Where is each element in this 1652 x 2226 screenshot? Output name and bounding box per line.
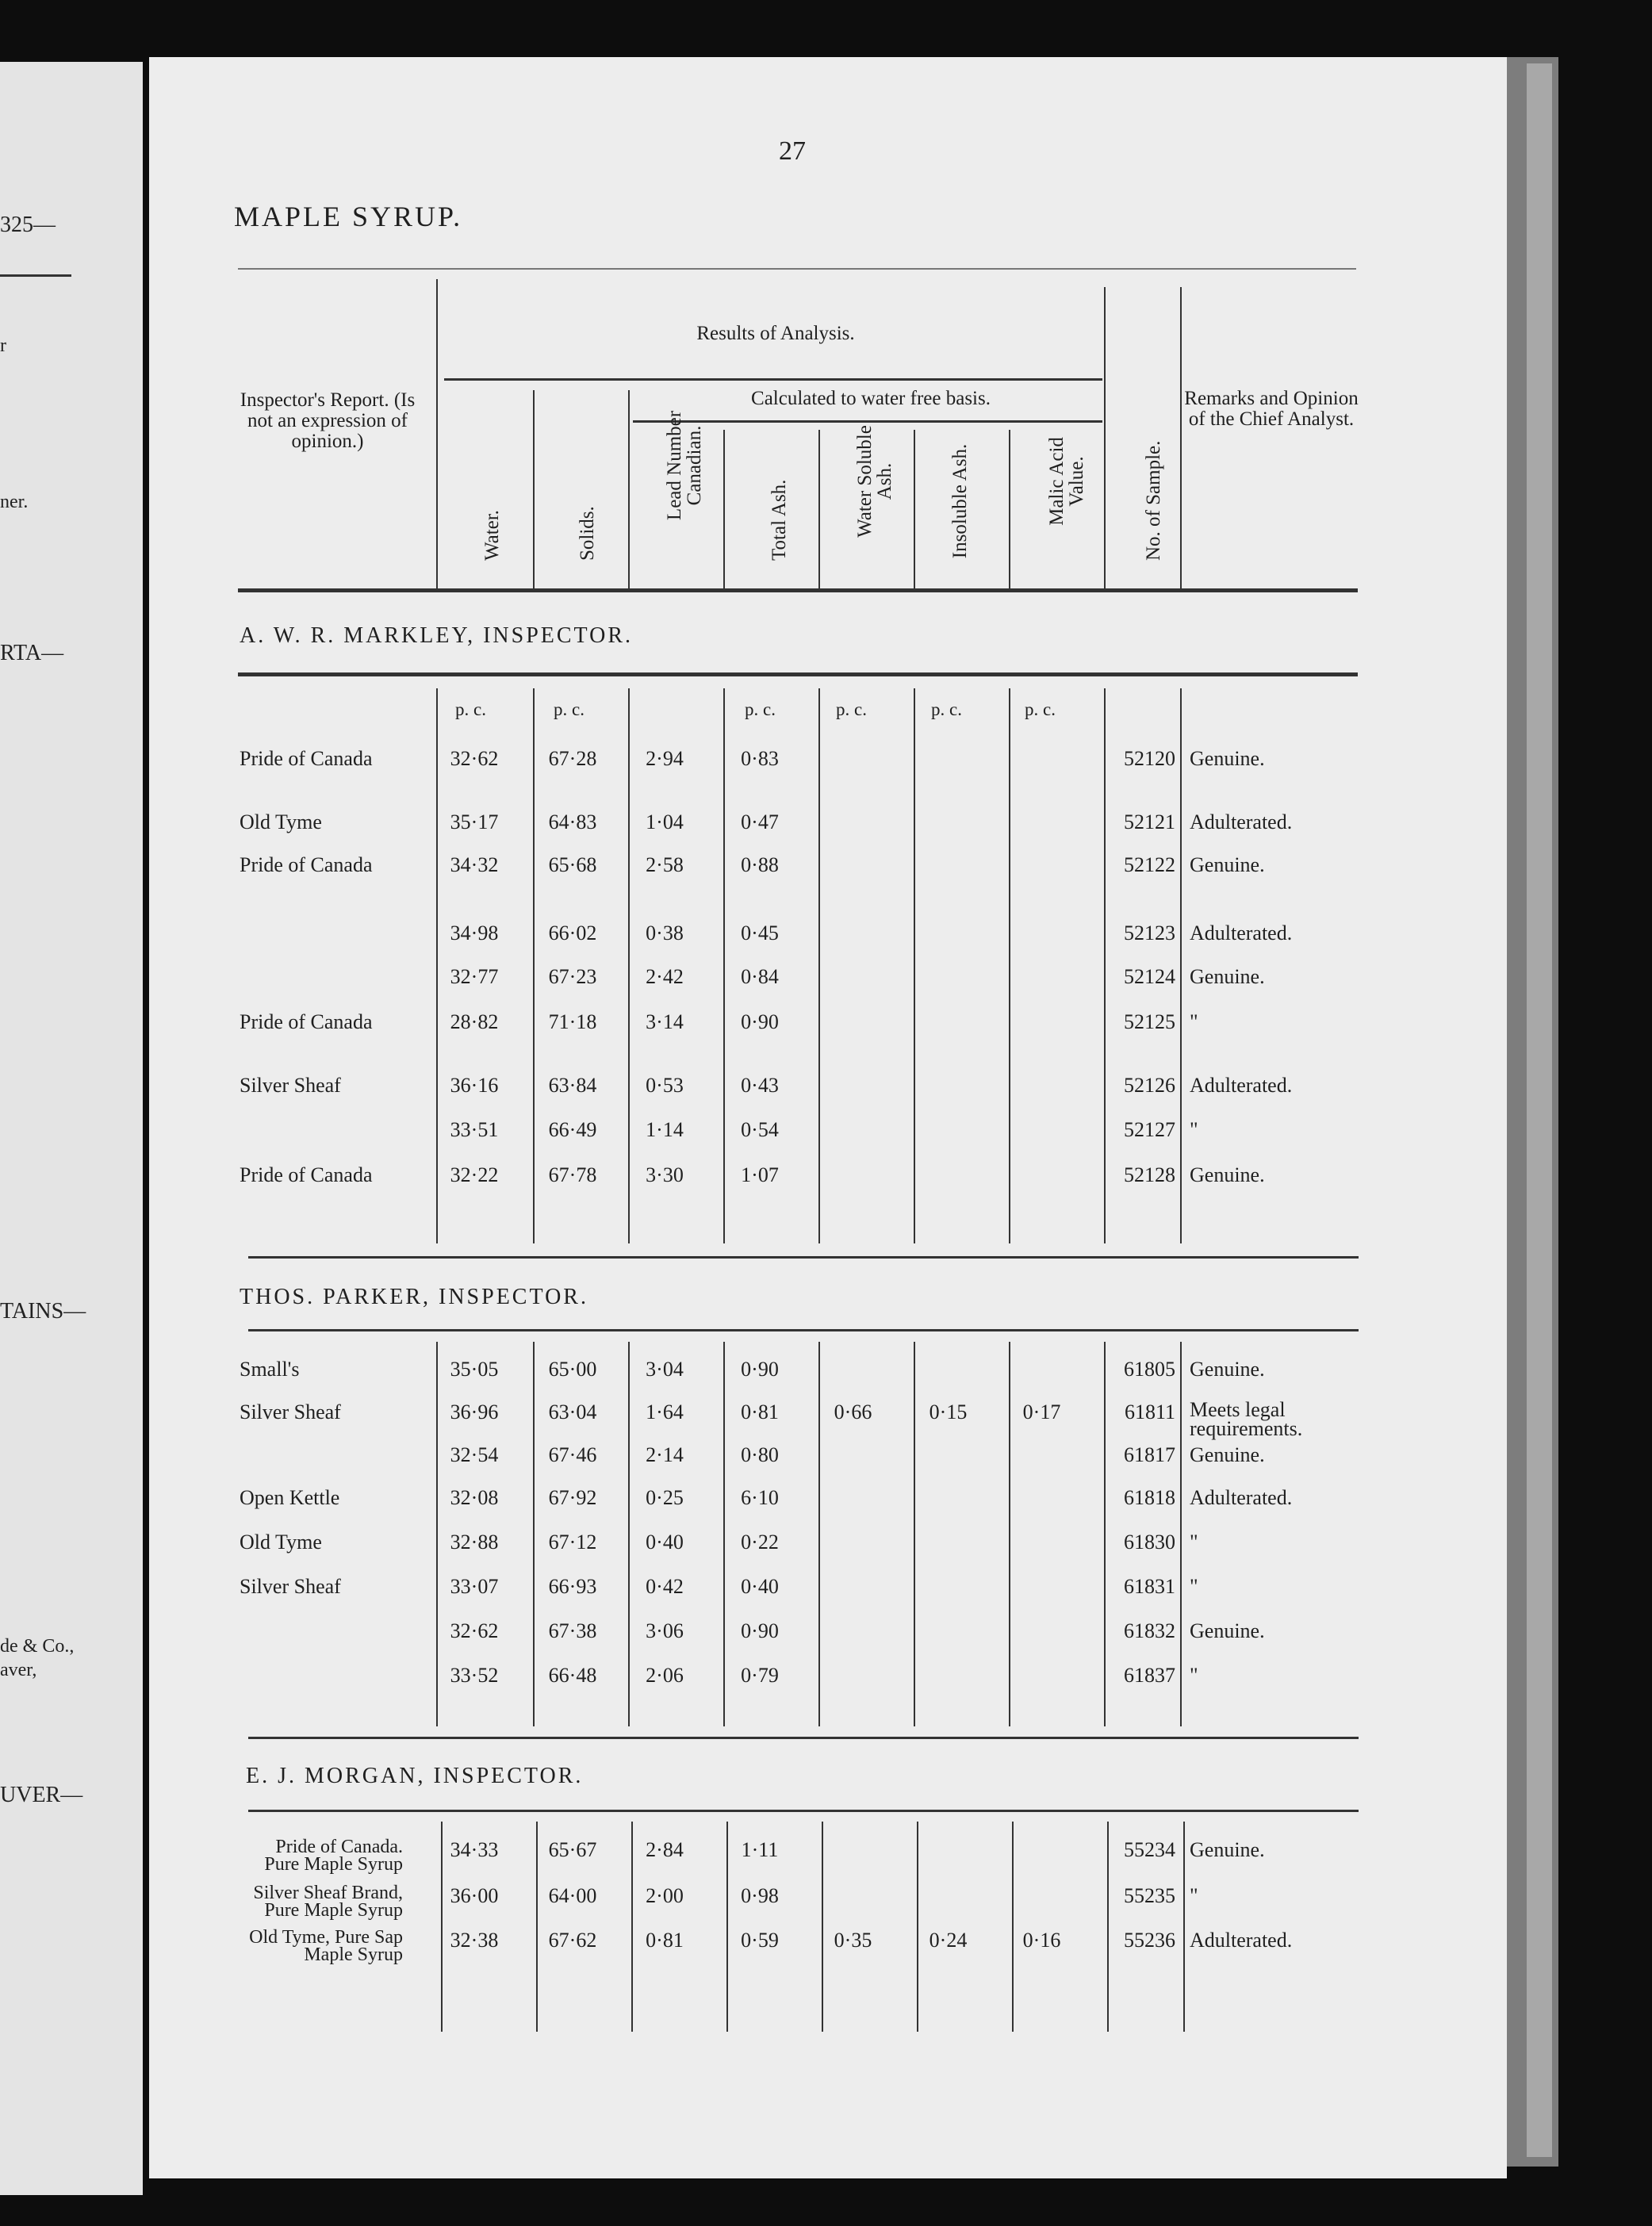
cell-remark: Genuine. <box>1190 853 1265 876</box>
section-rule <box>248 1329 1359 1331</box>
cell-sample-number: 61830 <box>1124 1531 1175 1554</box>
cell-sample-number: 55235 <box>1124 1884 1175 1907</box>
table-row <box>149 1163 1507 1195</box>
row-name: Open Kettle <box>240 1486 340 1509</box>
cell-lead: 0·81 <box>646 1929 684 1952</box>
cell-total-ash: 0·90 <box>741 1358 779 1381</box>
cell-remark: Adulterated. <box>1190 810 1293 833</box>
cell-sample-number: 52125 <box>1124 1010 1175 1033</box>
unit-label: p. c. <box>745 699 776 719</box>
cell-lead: 2·00 <box>646 1884 684 1907</box>
cell-sample-number: 61832 <box>1124 1619 1175 1642</box>
cell-solids: 65·68 <box>548 853 597 876</box>
table-row <box>149 1074 1507 1105</box>
results-header: Results of Analysis. <box>696 323 855 344</box>
cell-solids: 66·93 <box>548 1575 597 1598</box>
cell-lead: 1·64 <box>646 1400 684 1423</box>
cell-remark: Adulterated. <box>1190 1074 1293 1097</box>
cell-remark: Genuine. <box>1190 1163 1265 1186</box>
table-row <box>149 1927 1507 1965</box>
cell-total-ash: 0·83 <box>741 747 779 770</box>
cell-sample-number: 61818 <box>1124 1486 1175 1509</box>
left-fragment: UVER— <box>0 1783 83 1807</box>
cell-water: 32·54 <box>450 1443 499 1466</box>
cell-solids: 71·18 <box>548 1010 597 1033</box>
cell-sample-number: 52123 <box>1124 921 1175 944</box>
cell-sample-number: 61811 <box>1124 1400 1175 1423</box>
table-row <box>149 1837 1507 1875</box>
cell-water: 32·88 <box>450 1531 499 1554</box>
row-name: Silver Sheaf <box>240 1575 341 1598</box>
section-inspector: THOS. PARKER, INSPECTOR. <box>240 1285 588 1309</box>
cell-total-ash: 0·80 <box>741 1443 779 1466</box>
table-row <box>149 1531 1507 1562</box>
cell-water: 33·07 <box>450 1575 499 1598</box>
document-page <box>149 57 1507 2178</box>
cell-solids: 67·92 <box>548 1486 597 1509</box>
cell-lead: 3·14 <box>646 1010 684 1033</box>
total-ash-header: Total Ash. <box>769 479 790 561</box>
cell-total-ash: 0·40 <box>741 1575 779 1598</box>
cell-solids: 66·49 <box>548 1118 597 1141</box>
cell-remark: Adulterated. <box>1190 921 1293 944</box>
table-row <box>149 1486 1507 1518</box>
cell-remark: Genuine. <box>1190 1358 1265 1381</box>
table-row <box>149 1883 1507 1921</box>
cell-water: 32·38 <box>450 1929 499 1952</box>
cell-total-ash: 0·79 <box>741 1664 779 1687</box>
cell-water: 35·05 <box>450 1358 499 1381</box>
section-rule <box>248 1810 1359 1812</box>
cell-total-ash: 6·10 <box>741 1486 779 1509</box>
cell-lead: 2·06 <box>646 1664 684 1687</box>
cell-solids: 64·83 <box>548 810 597 833</box>
cell-remark: " <box>1190 1010 1198 1033</box>
cell-total-ash: 0·88 <box>741 853 779 876</box>
cell-sample-number: 61805 <box>1124 1358 1175 1381</box>
row-name: Pride of Canada <box>240 853 373 876</box>
cell-remark: Genuine. <box>1190 747 1265 770</box>
table-row <box>149 853 1507 885</box>
row-name: Silver Sheaf Brand, Pure Maple Syrup <box>253 1883 403 1921</box>
cell-sample-number: 55236 <box>1124 1929 1175 1952</box>
remarks-header: Remarks and Opinion of the Chief Analyst. <box>1184 388 1359 430</box>
cell-lead: 3·30 <box>646 1163 684 1186</box>
sample-number-header: No. of Sample. <box>1143 440 1164 561</box>
cell-water: 34·98 <box>450 921 499 944</box>
cell-water: 36·16 <box>450 1074 499 1097</box>
cell-lead: 2·94 <box>646 747 684 770</box>
table-row <box>149 747 1507 779</box>
cell-total-ash: 0·43 <box>741 1074 779 1097</box>
cell-solids: 67·38 <box>548 1619 597 1642</box>
cell-water: 34·32 <box>450 853 499 876</box>
unit-label: p. c. <box>836 699 867 719</box>
col-divider <box>723 430 725 588</box>
cell-remark: Meets legal requirements. <box>1190 1398 1303 1440</box>
cell-sample-number: 61831 <box>1124 1575 1175 1598</box>
col-divider <box>533 390 535 588</box>
table-row <box>149 1619 1507 1651</box>
table-row <box>149 1443 1507 1475</box>
cell-water: 32·62 <box>450 747 499 770</box>
cell-water: 28·82 <box>450 1010 499 1033</box>
cell-lead: 3·04 <box>646 1358 684 1381</box>
section-rule <box>248 1737 1359 1739</box>
table-row <box>149 1664 1507 1695</box>
cell-solids: 67·62 <box>548 1929 597 1952</box>
cell-solids: 67·46 <box>548 1443 597 1466</box>
water-header: Water. <box>481 510 503 561</box>
cell-lead: 0·40 <box>646 1531 684 1554</box>
cell-total-ash: 1·07 <box>741 1163 779 1186</box>
calculated-header: Calculated to water free basis. <box>751 388 991 409</box>
cell-total-ash: 0·98 <box>741 1884 779 1907</box>
results-rule <box>444 378 1102 381</box>
section-rule <box>248 1256 1359 1259</box>
cell-sample-number: 61837 <box>1124 1664 1175 1687</box>
cell-solids: 67·28 <box>548 747 597 770</box>
left-page <box>0 62 143 2195</box>
cell-total-ash: 0·84 <box>741 965 779 988</box>
row-name: Small's <box>240 1358 300 1381</box>
cell-total-ash: 0·59 <box>741 1929 779 1952</box>
cell-lead: 2·84 <box>646 1838 684 1861</box>
col-divider <box>1009 430 1010 588</box>
row-name: Pride of Canada. Pure Maple Syrup <box>264 1837 403 1875</box>
cell-insoluble-ash: 0·15 <box>929 1400 968 1423</box>
water-soluble-ash-header: Water Soluble Ash. <box>854 425 895 538</box>
col-divider <box>436 279 438 588</box>
cell-sample-number: 52126 <box>1124 1074 1175 1097</box>
cell-lead: 2·42 <box>646 965 684 988</box>
page-number: 27 <box>779 136 806 166</box>
cell-sample-number: 55234 <box>1124 1838 1175 1861</box>
cell-remark: Adulterated. <box>1190 1929 1293 1952</box>
unit-label: p. c. <box>931 699 962 719</box>
cell-solids: 65·67 <box>548 1838 597 1861</box>
cell-remark: Genuine. <box>1190 965 1265 988</box>
cell-sample-number: 52122 <box>1124 853 1175 876</box>
left-rule <box>0 274 71 277</box>
cell-water-soluble-ash: 0·66 <box>834 1400 872 1423</box>
cell-sample-number: 52128 <box>1124 1163 1175 1186</box>
left-fragment: RTA— <box>0 641 64 665</box>
row-name: Old Tyme, Pure Sap Maple Syrup <box>249 1927 403 1965</box>
cell-total-ash: 0·22 <box>741 1531 779 1554</box>
left-fragment: de & Co., <box>0 1636 75 1657</box>
malic-acid-header: Malic Acid Value. <box>1046 437 1087 526</box>
row-name: Silver Sheaf <box>240 1400 341 1423</box>
section-inspector: A. W. R. MARKLEY, INSPECTOR. <box>240 623 634 648</box>
cell-lead: 0·25 <box>646 1486 684 1509</box>
cell-remark: " <box>1190 1884 1198 1907</box>
cell-lead: 0·53 <box>646 1074 684 1097</box>
cell-water: 32·62 <box>450 1619 499 1642</box>
col-divider <box>1180 287 1182 588</box>
row-name: Silver Sheaf <box>240 1074 341 1097</box>
cell-sample-number: 61817 <box>1124 1443 1175 1466</box>
cell-solids: 67·78 <box>548 1163 597 1186</box>
cell-solids: 66·02 <box>548 921 597 944</box>
cell-malic-acid: 0·16 <box>1022 1929 1061 1952</box>
cell-lead: 1·04 <box>646 810 684 833</box>
page-title: MAPLE SYRUP. <box>234 201 463 232</box>
cell-solids: 65·00 <box>548 1358 597 1381</box>
cell-total-ash: 0·81 <box>741 1400 779 1423</box>
cell-remark: " <box>1190 1664 1198 1687</box>
cell-solids: 64·00 <box>548 1884 597 1907</box>
col-divider <box>914 430 915 588</box>
cell-water: 36·96 <box>450 1400 499 1423</box>
left-fragment: 325— <box>0 213 56 237</box>
cell-sample-number: 52121 <box>1124 810 1175 833</box>
cell-insoluble-ash: 0·24 <box>929 1929 968 1952</box>
cell-lead: 0·38 <box>646 921 684 944</box>
row-name: Pride of Canada <box>240 1163 373 1186</box>
col-divider <box>628 390 630 588</box>
unit-label: p. c. <box>1025 699 1056 719</box>
row-name: Old Tyme <box>240 1531 322 1554</box>
cell-sample-number: 52127 <box>1124 1118 1175 1141</box>
solids-header: Solids. <box>577 506 598 561</box>
row-name: Pride of Canada <box>240 747 373 770</box>
row-name: Pride of Canada <box>240 1010 373 1033</box>
header-bottom-rule <box>238 588 1358 592</box>
left-fragment: aver, <box>0 1660 37 1680</box>
left-fragment: r <box>0 335 6 356</box>
cell-water: 32·08 <box>450 1486 499 1509</box>
cell-solids: 63·04 <box>548 1400 597 1423</box>
header-top-rule <box>238 268 1356 270</box>
cell-water: 32·22 <box>450 1163 499 1186</box>
cell-remark: " <box>1190 1575 1198 1598</box>
section-rule <box>238 672 1358 676</box>
cell-solids: 67·23 <box>548 965 597 988</box>
left-fragment: ner. <box>0 492 29 512</box>
cell-sample-number: 52120 <box>1124 747 1175 770</box>
cell-total-ash: 0·47 <box>741 810 779 833</box>
cell-lead: 2·58 <box>646 853 684 876</box>
cell-lead: 2·14 <box>646 1443 684 1466</box>
table-row <box>149 1118 1507 1150</box>
cell-total-ash: 1·11 <box>741 1838 779 1861</box>
unit-label: p. c. <box>455 699 486 719</box>
cell-sample-number: 52124 <box>1124 965 1175 988</box>
cell-remark: " <box>1190 1118 1198 1141</box>
table-row <box>149 921 1507 953</box>
cell-water: 34·33 <box>450 1838 499 1861</box>
cell-malic-acid: 0·17 <box>1022 1400 1061 1423</box>
cell-water: 32·77 <box>450 965 499 988</box>
left-fragment: TAINS— <box>0 1299 86 1324</box>
col-divider <box>818 430 820 588</box>
cell-total-ash: 0·90 <box>741 1010 779 1033</box>
cell-water: 33·52 <box>450 1664 499 1687</box>
cell-lead: 3·06 <box>646 1619 684 1642</box>
table-row <box>149 1575 1507 1607</box>
cell-remark: Genuine. <box>1190 1838 1265 1861</box>
page-edge <box>1527 63 1552 2157</box>
cell-water-soluble-ash: 0·35 <box>834 1929 872 1952</box>
inspector-report-header: Inspector's Report. (Is not an expression of opinion.) <box>240 389 416 452</box>
unit-label: p. c. <box>554 699 585 719</box>
table-row <box>149 1358 1507 1389</box>
cell-solids: 67·12 <box>548 1531 597 1554</box>
col-divider <box>1104 287 1106 588</box>
cell-remark: Genuine. <box>1190 1619 1265 1642</box>
row-name: Old Tyme <box>240 810 322 833</box>
cell-water: 33·51 <box>450 1118 499 1141</box>
insoluble-ash-header: Insoluble Ash. <box>949 443 971 559</box>
lead-number-header: Lead Number Canadian. <box>664 410 705 521</box>
cell-lead: 0·42 <box>646 1575 684 1598</box>
table-row <box>149 810 1507 842</box>
cell-solids: 63·84 <box>548 1074 597 1097</box>
section-inspector: E. J. MORGAN, INSPECTOR. <box>246 1764 584 1788</box>
table-row <box>149 965 1507 997</box>
cell-total-ash: 0·54 <box>741 1118 779 1141</box>
table-row <box>149 1010 1507 1042</box>
cell-remark: Adulterated. <box>1190 1486 1293 1509</box>
cell-lead: 1·14 <box>646 1118 684 1141</box>
cell-water: 35·17 <box>450 810 499 833</box>
cell-total-ash: 0·90 <box>741 1619 779 1642</box>
cell-solids: 66·48 <box>548 1664 597 1687</box>
cell-remark: " <box>1190 1531 1198 1554</box>
cell-total-ash: 0·45 <box>741 921 779 944</box>
table-row <box>149 1398 1507 1440</box>
cell-remark: Genuine. <box>1190 1443 1265 1466</box>
cell-water: 36·00 <box>450 1884 499 1907</box>
